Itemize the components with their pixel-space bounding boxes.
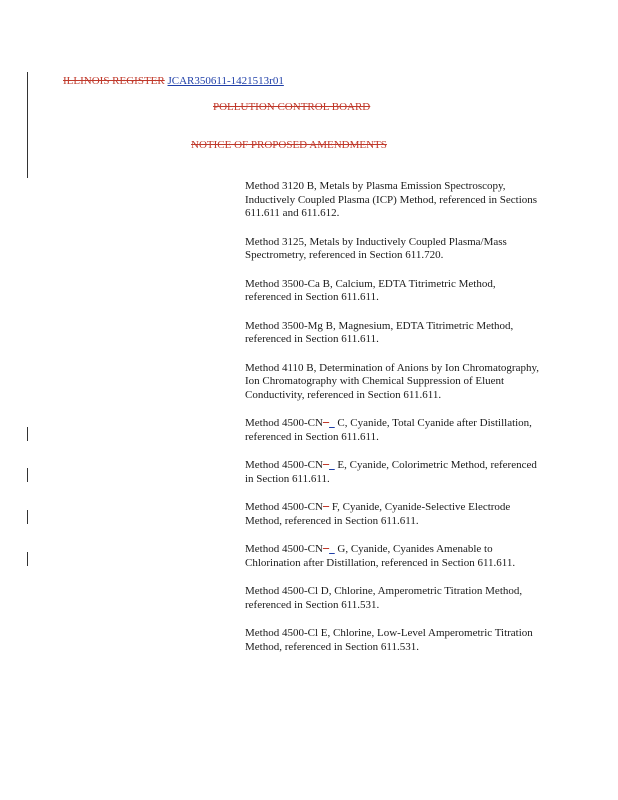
board-title: POLLUTION CONTROL BOARD — [213, 101, 371, 113]
change-bar-cn-g — [27, 552, 28, 566]
list-item: Method 4500-CN−_ E, Cyanide, Colorimetric Method, referenced in Section 611.611. — [245, 459, 537, 485]
change-bar-cn-f — [27, 510, 28, 524]
register-inserted-text: JCAR350611-1421513r01 — [167, 75, 284, 87]
list-item: Method 4110 B, Determination of Anions by Ion Chromatography, Ion Chromatography with Chemical Suppression of Eluent Conductivity, referenced in Section 611.611. — [245, 361, 540, 401]
change-bar-cn-e — [27, 468, 28, 482]
change-bar-header — [27, 72, 28, 178]
list-item: Method 4500-Cl D, Chlorine, Amperometric Titration Method, referenced in Section 611.531. — [245, 585, 523, 611]
notice-title: NOTICE OF PROPOSED AMENDMENTS — [191, 139, 387, 151]
list-item: Method 4500-CN−_ G, Cyanide, Cyanides Amenable to Chlorination after Distillation, referenced in Section 611.611. — [245, 543, 516, 569]
list-item: Method 4500-Cl E, Chlorine, Low-Level Amperometric Titration Method, referenced in Section 611.531. — [245, 627, 533, 653]
method-list — [245, 180, 540, 669]
register-deleted-text: ILLINOIS REGISTER — [63, 75, 165, 87]
list-item: Method 4500-CN− F, Cyanide, Cyanide-Selective Electrode Method, referenced in Section 611.611. — [245, 501, 511, 527]
list-item: Method 3500-Ca B, Calcium, EDTA Titrimetric Method, referenced in Section 611.611. — [245, 277, 496, 303]
register-header — [63, 75, 284, 87]
list-item: Method 4500-CN−_ C, Cyanide, Total Cyanide after Distillation, referenced in Section 611.611. — [245, 417, 532, 443]
list-item: Method 3125, Metals by Inductively Coupled Plasma/Mass Spectrometry, referenced in Section 611.720. — [245, 235, 507, 261]
change-bar-cn-c — [27, 427, 28, 441]
list-item: Method 3500-Mg B, Magnesium, EDTA Titrimetric Method, referenced in Section 611.611. — [245, 319, 514, 345]
list-item: Method 3120 B, Metals by Plasma Emission Spectroscopy, Inductively Coupled Plasma (ICP) Method, referenced in Sections 611.611 and 611.612. — [245, 180, 538, 219]
